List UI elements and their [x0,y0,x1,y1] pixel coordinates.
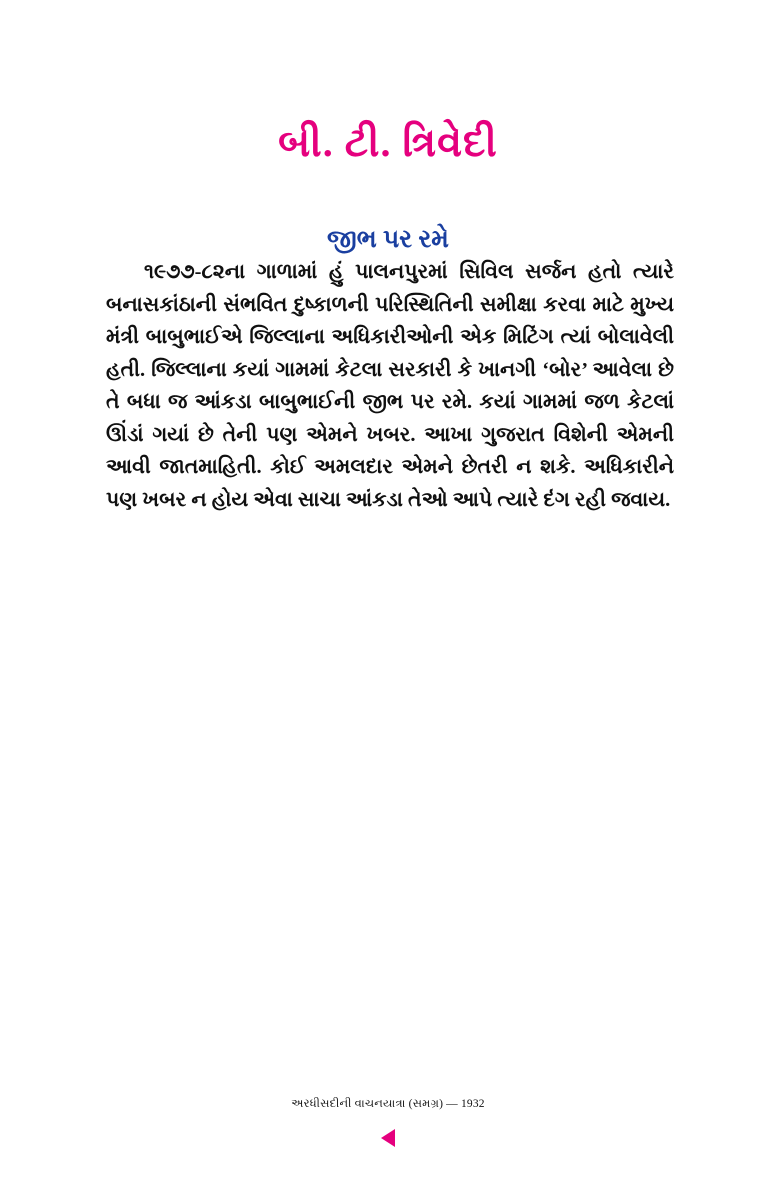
body-paragraph: ૧૯૭૭-૮૨ના ગાળામાં હું પાલનપુરમાં સિવિલ સર્જન હતો ત્યારે બનાસકાંઠાની સંભવિત દુષ્કાળની પરિસ્થિતિની સમીક્ષા કરવા માટે મુખ્ય મંત્રી બાબુભાઈએ જિલ્લાના અધિકારીઓની એક મિટિંગ ત્યાં બોલાવેલી હતી. જિલ્લાના કયાં ગામમાં કેટલા સરકારી કે ખાનગી ‘બોર’ આવેલા છે તે બધા જ આંકડા બાબુભાઈની જીભ પર રમે. કયાં ગામમાં જળ કેટલાં ઊંડાં ગયાં છે તેની પણ એમને ખબર. આખા ગુજરાત વિશેની એમની આવી જાતમાહિતી. કોઈ અમલદાર એમને છેતરી ન શકે. અધિકારીને પણ ખબર ન હોય એવા સાચા આંકડા તેઓ આપે ત્યારે દંગ રહી જવાય. [106,261,674,511]
footer-source-citation: અરધીસદીની વાચનયાત્રા (સમગ્ર) — 1932 [291,1098,485,1110]
article-title-heading: જીભ પર રમે [327,225,449,253]
author-name-heading: બી. ટી. ત્રિવેદી [278,119,498,165]
left-triangle-icon[interactable] [381,1129,395,1147]
article-body [106,256,674,516]
